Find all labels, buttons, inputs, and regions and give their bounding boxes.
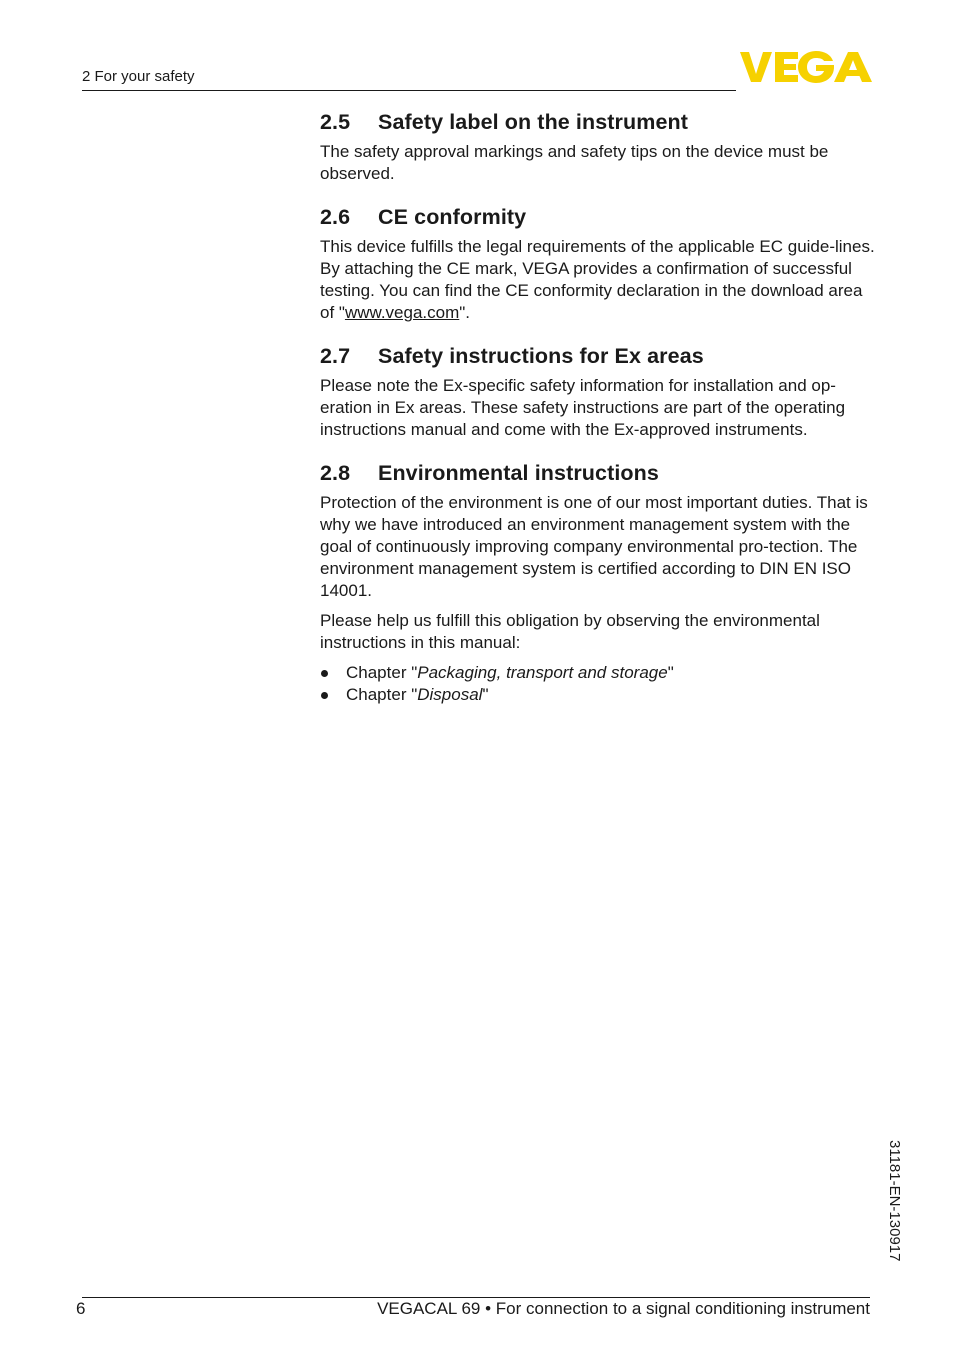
paragraph	[320, 236, 876, 324]
section-ce-conformity	[320, 205, 876, 324]
paragraph: Protection of the environment is one of our most important duties. That is why we have introduced an environment management system with the goal of continuously improving company environmental pro-tection. The environment management system is certified according to DIN EN ISO 14001.	[320, 493, 868, 600]
footer-title: VEGACAL 69 • For connection to a signal conditioning instrument	[377, 1299, 870, 1318]
vega-logo	[740, 50, 872, 84]
footer-divider	[82, 1297, 870, 1298]
bullet-icon	[321, 692, 328, 699]
section-safety-label	[320, 110, 876, 185]
page-number: 6	[76, 1299, 86, 1318]
paragraph-text: ".	[459, 303, 471, 322]
section-ex-areas	[320, 344, 876, 441]
section-number: 2.5	[320, 110, 351, 134]
paragraph: Please help us fulfill this obligation by observing the environmental instructions in this manual:	[320, 611, 820, 652]
section-number: 2.7	[320, 344, 351, 368]
header-breadcrumb: 2 For your safety	[82, 68, 195, 85]
section-title: Safety label on the instrument	[378, 110, 689, 134]
bullet-icon	[321, 670, 328, 677]
section-heading	[320, 344, 876, 369]
section-title: Environmental instructions	[378, 461, 659, 485]
section-heading	[320, 461, 876, 486]
section-heading	[320, 110, 876, 135]
list-item: Chapter "Disposal"	[320, 684, 876, 706]
section-heading	[320, 205, 876, 230]
chapter-reference: Packaging, transport and storage	[417, 663, 668, 682]
section-number: 2.8	[320, 461, 351, 485]
document-code: 31181-EN-130917	[886, 1140, 903, 1262]
list-item: Chapter "Packaging, transport and storage"	[320, 662, 876, 684]
bullet-list	[320, 662, 876, 706]
vega-website-link[interactable]: www.vega.com	[344, 303, 460, 322]
chapter-reference: Disposal	[417, 685, 483, 704]
main-content	[320, 110, 876, 726]
section-title: Safety instructions for Ex areas	[378, 344, 704, 368]
header-divider	[82, 90, 736, 91]
paragraph: The safety approval markings and safety tips on the device must be observed.	[320, 142, 829, 183]
paragraph: Please note the Ex-specific safety information for installation and op-eration in Ex areas. These safety instructions are part of the operating instructions manual and come with the Ex-approved instruments.	[320, 376, 846, 439]
section-title: CE conformity	[378, 205, 527, 229]
section-environmental	[320, 461, 876, 706]
paragraph-text: This device fulfills the legal requirements of the applicable EC guide-lines. By attaching the CE mark, VEGA provides a confirmation of successful testing. You can find the CE conformity declaration in the download area of "	[320, 237, 875, 322]
section-number: 2.6	[320, 205, 351, 229]
